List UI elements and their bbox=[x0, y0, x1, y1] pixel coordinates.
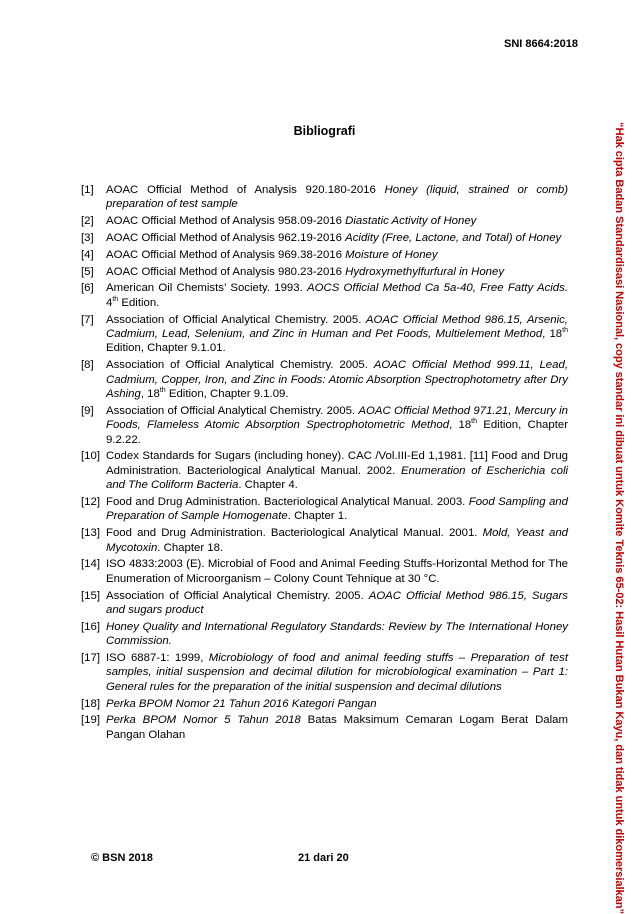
reference-text: Association of Official Analytical Chemistry. 2005. AOAC Official Method 999.11, Lead, Cadmium, Copper, Iron, and Zinc in Foods: Atomic Absorption Spectrophotometry after Dry Ashing, 18th Edition, Chapter 9.1.09. bbox=[106, 359, 568, 401]
reference-text: AOAC Official Method of Analysis 969.38-2016 Moisture of Honey bbox=[106, 248, 438, 261]
reference-item bbox=[81, 183, 568, 212]
reference-text: Food and Drug Administration. Bacteriological Analytical Manual. 2003. Food Sampling and Preparation of Sample Homogenate. Chapter 1. bbox=[106, 496, 568, 523]
reference-item bbox=[81, 589, 568, 618]
reference-text: Association of Official Analytical Chemistry. 2005. AOAC Official Method 971.21, Mercury in Foods, Flameless Atomic Absorption Spectrophotometric Method, 18th Edition, Chapter 9.2.22. bbox=[106, 404, 569, 446]
reference-text: Codex Standards for Sugars (including honey). CAC /Vol.III-Ed 1,1981. [11] Food and Drug Administration. Bacteriological Analytical Manual. 2002. Enumeration of Escherichia coli and The Coliform Bacteria. Chapter 4. bbox=[106, 450, 569, 492]
reference-text: Perka BPOM Nomor 21 Tahun 2016 Kategori Pangan bbox=[106, 697, 377, 710]
reference-item bbox=[81, 651, 568, 694]
reference-number: [16] bbox=[81, 620, 100, 633]
footer-copyright: © BSN 2018 bbox=[91, 852, 153, 864]
reference-text: ISO 6887-1: 1999, Microbiology of food and animal feeding stuffs – Preparation of test samples, initial suspension and decimal dilution for microbiological examination – Part 1: General rules for the preparation of the initial suspension and decimal dilutions bbox=[106, 652, 568, 693]
reference-item bbox=[81, 265, 568, 279]
reference-text: Perka BPOM Nomor 5 Tahun 2018 Batas Maksimum Cemaran Logam Berat Dalam Pangan Olahan bbox=[106, 714, 568, 741]
side-note-text: “Hak cipta Badan Standardisasi Nasional, copy standar ini dibuat untuk Komite Teknis 65-02: Hasil Hutan Bukan Kayu, dan tidak untuk dikomersialkan” bbox=[613, 122, 625, 914]
reference-number: [7] bbox=[81, 313, 94, 326]
reference-item bbox=[81, 248, 568, 262]
reference-text: AOAC Official Method of Analysis 920.180-2016 Honey (liquid, strained or comb) preparation of test sample bbox=[106, 184, 568, 211]
reference-text: Food and Drug Administration. Bacteriological Analytical Manual. 2001. Mold, Yeast and Mycotoxin. Chapter 18. bbox=[106, 527, 568, 554]
reference-number: [13] bbox=[81, 527, 100, 540]
reference-number: [14] bbox=[81, 558, 100, 571]
reference-number: [19] bbox=[81, 714, 100, 727]
reference-number: [2] bbox=[81, 215, 94, 228]
reference-item bbox=[81, 557, 568, 586]
reference-number: [8] bbox=[81, 359, 94, 372]
reference-text: Association of Official Analytical Chemistry. 2005. AOAC Official Method 986.15, Sugars and sugars product bbox=[106, 589, 568, 617]
reference-item bbox=[81, 404, 568, 447]
reference-item bbox=[81, 713, 568, 742]
reference-text: AOAC Official Method of Analysis 980.23-2016 Hydroxymethylfurfural in Honey bbox=[106, 265, 505, 278]
reference-number: [5] bbox=[81, 265, 94, 278]
reference-number: [10] bbox=[81, 450, 100, 463]
reference-text: Association of Official Analytical Chemistry. 2005. AOAC Official Method 986.15, Arsenic, Cadmium, Lead, Selenium, and Zinc in Human and Pet Foods, Multielement Method, 18th Edition, Chapter 9.1.01. bbox=[106, 313, 568, 355]
reference-number: [12] bbox=[81, 496, 100, 509]
reference-item bbox=[81, 313, 568, 356]
reference-item bbox=[81, 620, 568, 649]
reference-item bbox=[81, 281, 568, 310]
reference-number: [15] bbox=[81, 589, 100, 602]
reference-item bbox=[81, 697, 568, 711]
reference-item bbox=[81, 231, 568, 245]
reference-list bbox=[81, 183, 568, 745]
reference-text: AOAC Official Method of Analysis 962.19-2016 Acidity (Free, Lactone, and Total) of Honey bbox=[106, 232, 562, 244]
reference-number: [18] bbox=[81, 697, 100, 710]
reference-number: [3] bbox=[81, 232, 94, 244]
footer-page-number: 21 dari 20 bbox=[298, 852, 349, 864]
reference-number: [17] bbox=[81, 652, 100, 665]
reference-item bbox=[81, 449, 568, 492]
reference-number: [9] bbox=[81, 404, 94, 417]
reference-item bbox=[81, 214, 568, 228]
reference-text: ISO 4833:2003 (E). Microbial of Food and Animal Feeding Stuffs-Horizontal Method for The Enumeration of Microorganism – Colony Count Tehnique at 30 °C. bbox=[106, 558, 568, 585]
reference-item bbox=[81, 495, 568, 524]
reference-number: [1] bbox=[81, 184, 94, 196]
copyright-side-note bbox=[609, 122, 629, 914]
reference-item bbox=[81, 526, 568, 555]
reference-number: [6] bbox=[81, 282, 94, 295]
reference-item bbox=[81, 358, 568, 401]
reference-number: [4] bbox=[81, 248, 94, 261]
page-title: Bibliografi bbox=[293, 124, 356, 138]
reference-text: American Oil Chemists’ Society. 1993. AOCS Official Method Ca 5a-40, Free Fatty Acids. 4th Edition. bbox=[106, 282, 569, 309]
reference-text: AOAC Official Method of Analysis 958.09-2016 Diastatic Activity of Honey bbox=[106, 215, 477, 228]
document-code: SNI 8664:2018 bbox=[504, 38, 578, 50]
reference-text: Honey Quality and International Regulatory Standards: Review by The International Honey Commission. bbox=[106, 620, 568, 648]
